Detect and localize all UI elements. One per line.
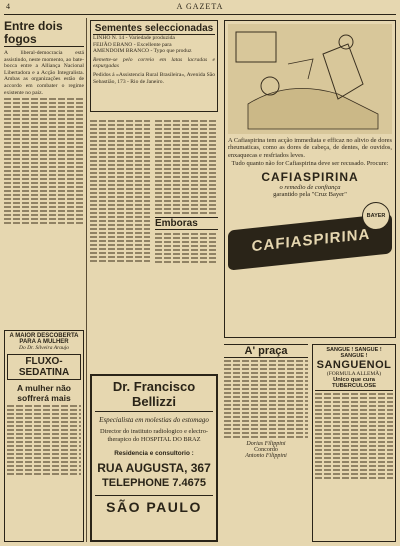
text-line: [155, 156, 218, 158]
ad-dr-bellizzi: [90, 374, 218, 542]
text-line: [90, 188, 150, 190]
text-line: [4, 222, 84, 224]
text-line: [155, 253, 218, 255]
text-line: [155, 233, 218, 235]
text-line: [315, 425, 393, 427]
ad-tagline: Unico que cura TUBERCULOSE: [315, 377, 393, 391]
text-line: [224, 372, 308, 374]
text-line: [315, 449, 393, 451]
text-line: [4, 182, 84, 184]
text-line: [4, 190, 84, 192]
text-line: [7, 457, 81, 459]
text-line: [155, 124, 218, 126]
text-line: [224, 396, 308, 398]
ad-line: A MAIOR DESCOBERTA: [9, 333, 79, 339]
text-line: [155, 132, 218, 134]
text-line: [224, 368, 308, 370]
text-line: [224, 432, 308, 434]
text-line: [155, 204, 218, 206]
ad-line: (FORMULA ALLEMÃ): [326, 371, 382, 377]
banner-text: CAFIASPIRINA: [251, 225, 371, 256]
label-concordo: Concordo: [254, 447, 278, 453]
text-line: [224, 404, 308, 406]
text-line: [224, 400, 308, 402]
ad-item: FEIJÃO EBANO - Excellente para: [93, 41, 172, 48]
text-line: [90, 168, 150, 170]
text-line: [7, 445, 81, 447]
text-line: [7, 465, 81, 467]
text-line: [224, 416, 308, 418]
text-line: [90, 248, 150, 250]
ad-tagline: garantido pela "Cruz Bayer": [273, 190, 347, 198]
text-line: [155, 136, 218, 138]
text-line: [4, 170, 84, 172]
text-line: [315, 457, 393, 459]
text-line: [155, 257, 218, 259]
ad-order: Pedidos á «Assistencia Rural Brasileira», Avenida São Sebastião, 173 - Rio de Janeiro.: [93, 71, 215, 85]
text-line: [155, 212, 218, 214]
text-line: [7, 473, 81, 475]
ad-body: A Cafiaspirina tem acção immediata e efficaz no alivio de dores rheumaticas, como as dores de cabeça, de dentes, de ouvidos, enxaquecas e resfriados leves.: [228, 137, 392, 159]
text-line: [224, 392, 308, 394]
city: SÃO PAULO: [95, 495, 213, 515]
text-line: [90, 120, 150, 122]
text-line: [315, 405, 393, 407]
text-line: [315, 477, 393, 479]
text-line: [4, 118, 84, 120]
text-line: [155, 168, 218, 170]
page-number: 4: [6, 2, 11, 11]
text-line: [90, 196, 150, 198]
ad-item: LINHO N. 14 - Variedade produzida: [93, 35, 175, 41]
ad-brand: FLUXO-SEDATINA: [7, 354, 81, 380]
text-line: [4, 174, 84, 176]
text-line: [155, 241, 218, 243]
column-rule: [86, 18, 87, 542]
text-line: [4, 210, 84, 212]
text-line: [315, 429, 393, 431]
ad-brand: CAFIASPIRINA: [261, 169, 359, 184]
ad-title: Sementes seleccionadas: [94, 23, 214, 34]
text-line: [7, 429, 81, 431]
cafiaspirina-banner: [228, 202, 392, 280]
text-line: [90, 232, 150, 234]
ad-sanguenol: [312, 344, 396, 542]
text-line: [4, 114, 84, 116]
signature: Dorias Filippini: [246, 441, 286, 447]
text-line: [4, 166, 84, 168]
text-line: [90, 240, 150, 242]
illustration-image: [228, 24, 392, 134]
text-line: [224, 436, 308, 438]
text-line: [155, 148, 218, 150]
ad-brand: SANGUENOL: [316, 359, 392, 371]
text-line: [7, 433, 81, 435]
text-line: [155, 249, 218, 251]
ad-headline: A mulher não: [17, 383, 71, 393]
text-line: [315, 401, 393, 403]
text-line: [155, 128, 218, 130]
text-line: [155, 237, 218, 239]
newspaper-title: A GAZETA: [176, 2, 224, 11]
text-line: [4, 146, 84, 148]
text-line: [155, 208, 218, 210]
text-line: [315, 469, 393, 471]
text-line: [4, 150, 84, 152]
text-line: [90, 252, 150, 254]
text-line: [90, 208, 150, 210]
text-line: [90, 128, 150, 130]
text-line: [90, 220, 150, 222]
doctor-specialty: Especialista em molestias do estomago: [99, 416, 209, 424]
text-line: [7, 453, 81, 455]
text-line: [4, 142, 84, 144]
text-line: [4, 218, 84, 220]
text-line: [224, 388, 308, 390]
text-line: [224, 380, 308, 382]
text-line: [7, 409, 81, 411]
text-line: [7, 413, 81, 415]
text-line: [90, 124, 150, 126]
text-line: [224, 428, 308, 430]
text-line: [7, 405, 81, 407]
text-line: [90, 224, 150, 226]
text-line: [315, 453, 393, 455]
text-line: [4, 202, 84, 204]
text-line: [4, 154, 84, 156]
text-line: [7, 421, 81, 423]
text-line: [90, 152, 150, 154]
doctor-role: Director do instituto radiologico e electro-therapico do HOSPITAL DO BRAZ: [99, 428, 209, 443]
text-line: [4, 214, 84, 216]
text-line: [155, 180, 218, 182]
bayer-cross-icon: [362, 202, 390, 230]
text-line: [4, 194, 84, 196]
text-line: [224, 376, 308, 378]
text-line: [90, 136, 150, 138]
text-line: [90, 236, 150, 238]
text-line: [4, 122, 84, 124]
text-line: [4, 178, 84, 180]
ad-body: Tudo quanto não for Cafiaspirina deve ser recusado. Procure:: [231, 160, 389, 168]
text-line: [315, 421, 393, 423]
text-line: [155, 144, 218, 146]
text-line: [90, 192, 150, 194]
article-title: Entre dois fogos: [4, 20, 84, 47]
text-line: [315, 409, 393, 411]
text-line: [155, 184, 218, 186]
text-line: [155, 140, 218, 142]
text-line: [4, 130, 84, 132]
text-line: [90, 144, 150, 146]
text-line: [155, 160, 218, 162]
text-line: [90, 160, 150, 162]
text-line: [315, 397, 393, 399]
text-line: [224, 360, 308, 362]
ad-offer: Remette-se pelo correio em latas lacradas e expurgadas: [93, 56, 215, 70]
article-body: A liberal-democracia está assistindo, neste momento, ao bate-bocca entre a Alliança Nacional Libertadora e a Acção Integralista. Ambas as organizações estão de accordo em combater o regime existente no paiz.: [4, 50, 84, 96]
text-line: [90, 256, 150, 258]
header-rule: [4, 14, 396, 15]
text-line: [7, 449, 81, 451]
text-line: [4, 186, 84, 188]
text-line: [224, 364, 308, 366]
text-line: [4, 198, 84, 200]
telephone: TELEPHONE 7.4675: [102, 477, 206, 489]
residence-label: Residencia e consultorio :: [114, 450, 194, 457]
text-line: [4, 98, 84, 100]
text-line: [315, 413, 393, 415]
ad-tagline: o remedio de confiança: [279, 183, 341, 191]
ad-fluxo-sedatina: [4, 330, 84, 542]
text-line: [155, 192, 218, 194]
text-line: [315, 473, 393, 475]
text-line: [4, 206, 84, 208]
newspaper-header: [0, 0, 400, 14]
text-line: [4, 138, 84, 140]
text-line: [4, 110, 84, 112]
text-line: [155, 176, 218, 178]
text-line: [155, 188, 218, 190]
column-a-praca: [224, 344, 308, 544]
text-line: [7, 437, 81, 439]
text-line: [90, 180, 150, 182]
address: RUA AUGUSTA, 367: [97, 461, 211, 475]
text-line: [315, 437, 393, 439]
ad-cafiaspirina: [224, 20, 396, 338]
text-line: [4, 158, 84, 160]
column-entre-dois-fogos: [4, 20, 84, 320]
text-line: [90, 184, 150, 186]
text-line: [155, 120, 218, 122]
text-line: [7, 469, 81, 471]
section-title-a-praca: A' praça: [224, 344, 308, 358]
text-line: [155, 196, 218, 198]
ad-line: PARA A MULHER: [19, 339, 69, 345]
text-line: [315, 393, 393, 395]
text-line: [90, 164, 150, 166]
section-title-emboras: Emboras: [155, 217, 218, 230]
text-line: [155, 245, 218, 247]
bayer-logo-text: BAYER: [366, 212, 386, 219]
text-line: [4, 134, 84, 136]
text-line: [224, 408, 308, 410]
ad-sementes: [90, 20, 218, 112]
column-3-text: [155, 118, 218, 368]
text-line: [7, 441, 81, 443]
text-line: [90, 140, 150, 142]
text-line: [315, 417, 393, 419]
text-line: [90, 200, 150, 202]
text-line: [90, 172, 150, 174]
text-line: [90, 148, 150, 150]
text-line: [90, 132, 150, 134]
text-line: [224, 412, 308, 414]
doctor-name: Dr. Francisco Bellizzi: [95, 379, 213, 412]
text-line: [90, 260, 150, 262]
ad-item: AMENDOIM BRANCO - Typo que produz: [93, 48, 192, 55]
text-line: [315, 433, 393, 435]
text-line: [315, 445, 393, 447]
text-line: [90, 176, 150, 178]
text-line: [90, 156, 150, 158]
text-line: [90, 204, 150, 206]
bedroom-illustration: [228, 24, 392, 134]
text-line: [224, 384, 308, 386]
text-line: [315, 465, 393, 467]
ad-line: Do Dr. Silveira Araujo: [18, 345, 69, 351]
text-line: [315, 461, 393, 463]
text-line: [155, 164, 218, 166]
text-line: [155, 152, 218, 154]
text-line: [155, 261, 218, 263]
column-2-text: [90, 118, 150, 368]
text-line: [90, 216, 150, 218]
ad-line: SANGUE ! SANGUE ! SANGUE !: [326, 347, 382, 359]
text-line: [4, 126, 84, 128]
text-line: [90, 228, 150, 230]
text-line: [224, 424, 308, 426]
text-line: [224, 420, 308, 422]
text-line: [90, 244, 150, 246]
text-line: [4, 106, 84, 108]
text-line: [90, 212, 150, 214]
ad-headline: soffrerá mais: [17, 393, 71, 403]
text-line: [7, 425, 81, 427]
text-line: [4, 162, 84, 164]
text-line: [155, 200, 218, 202]
text-line: [155, 172, 218, 174]
text-line: [7, 417, 81, 419]
text-line: [4, 102, 84, 104]
text-line: [315, 441, 393, 443]
text-line: [7, 461, 81, 463]
signature: Antonio Filippini: [245, 453, 287, 459]
